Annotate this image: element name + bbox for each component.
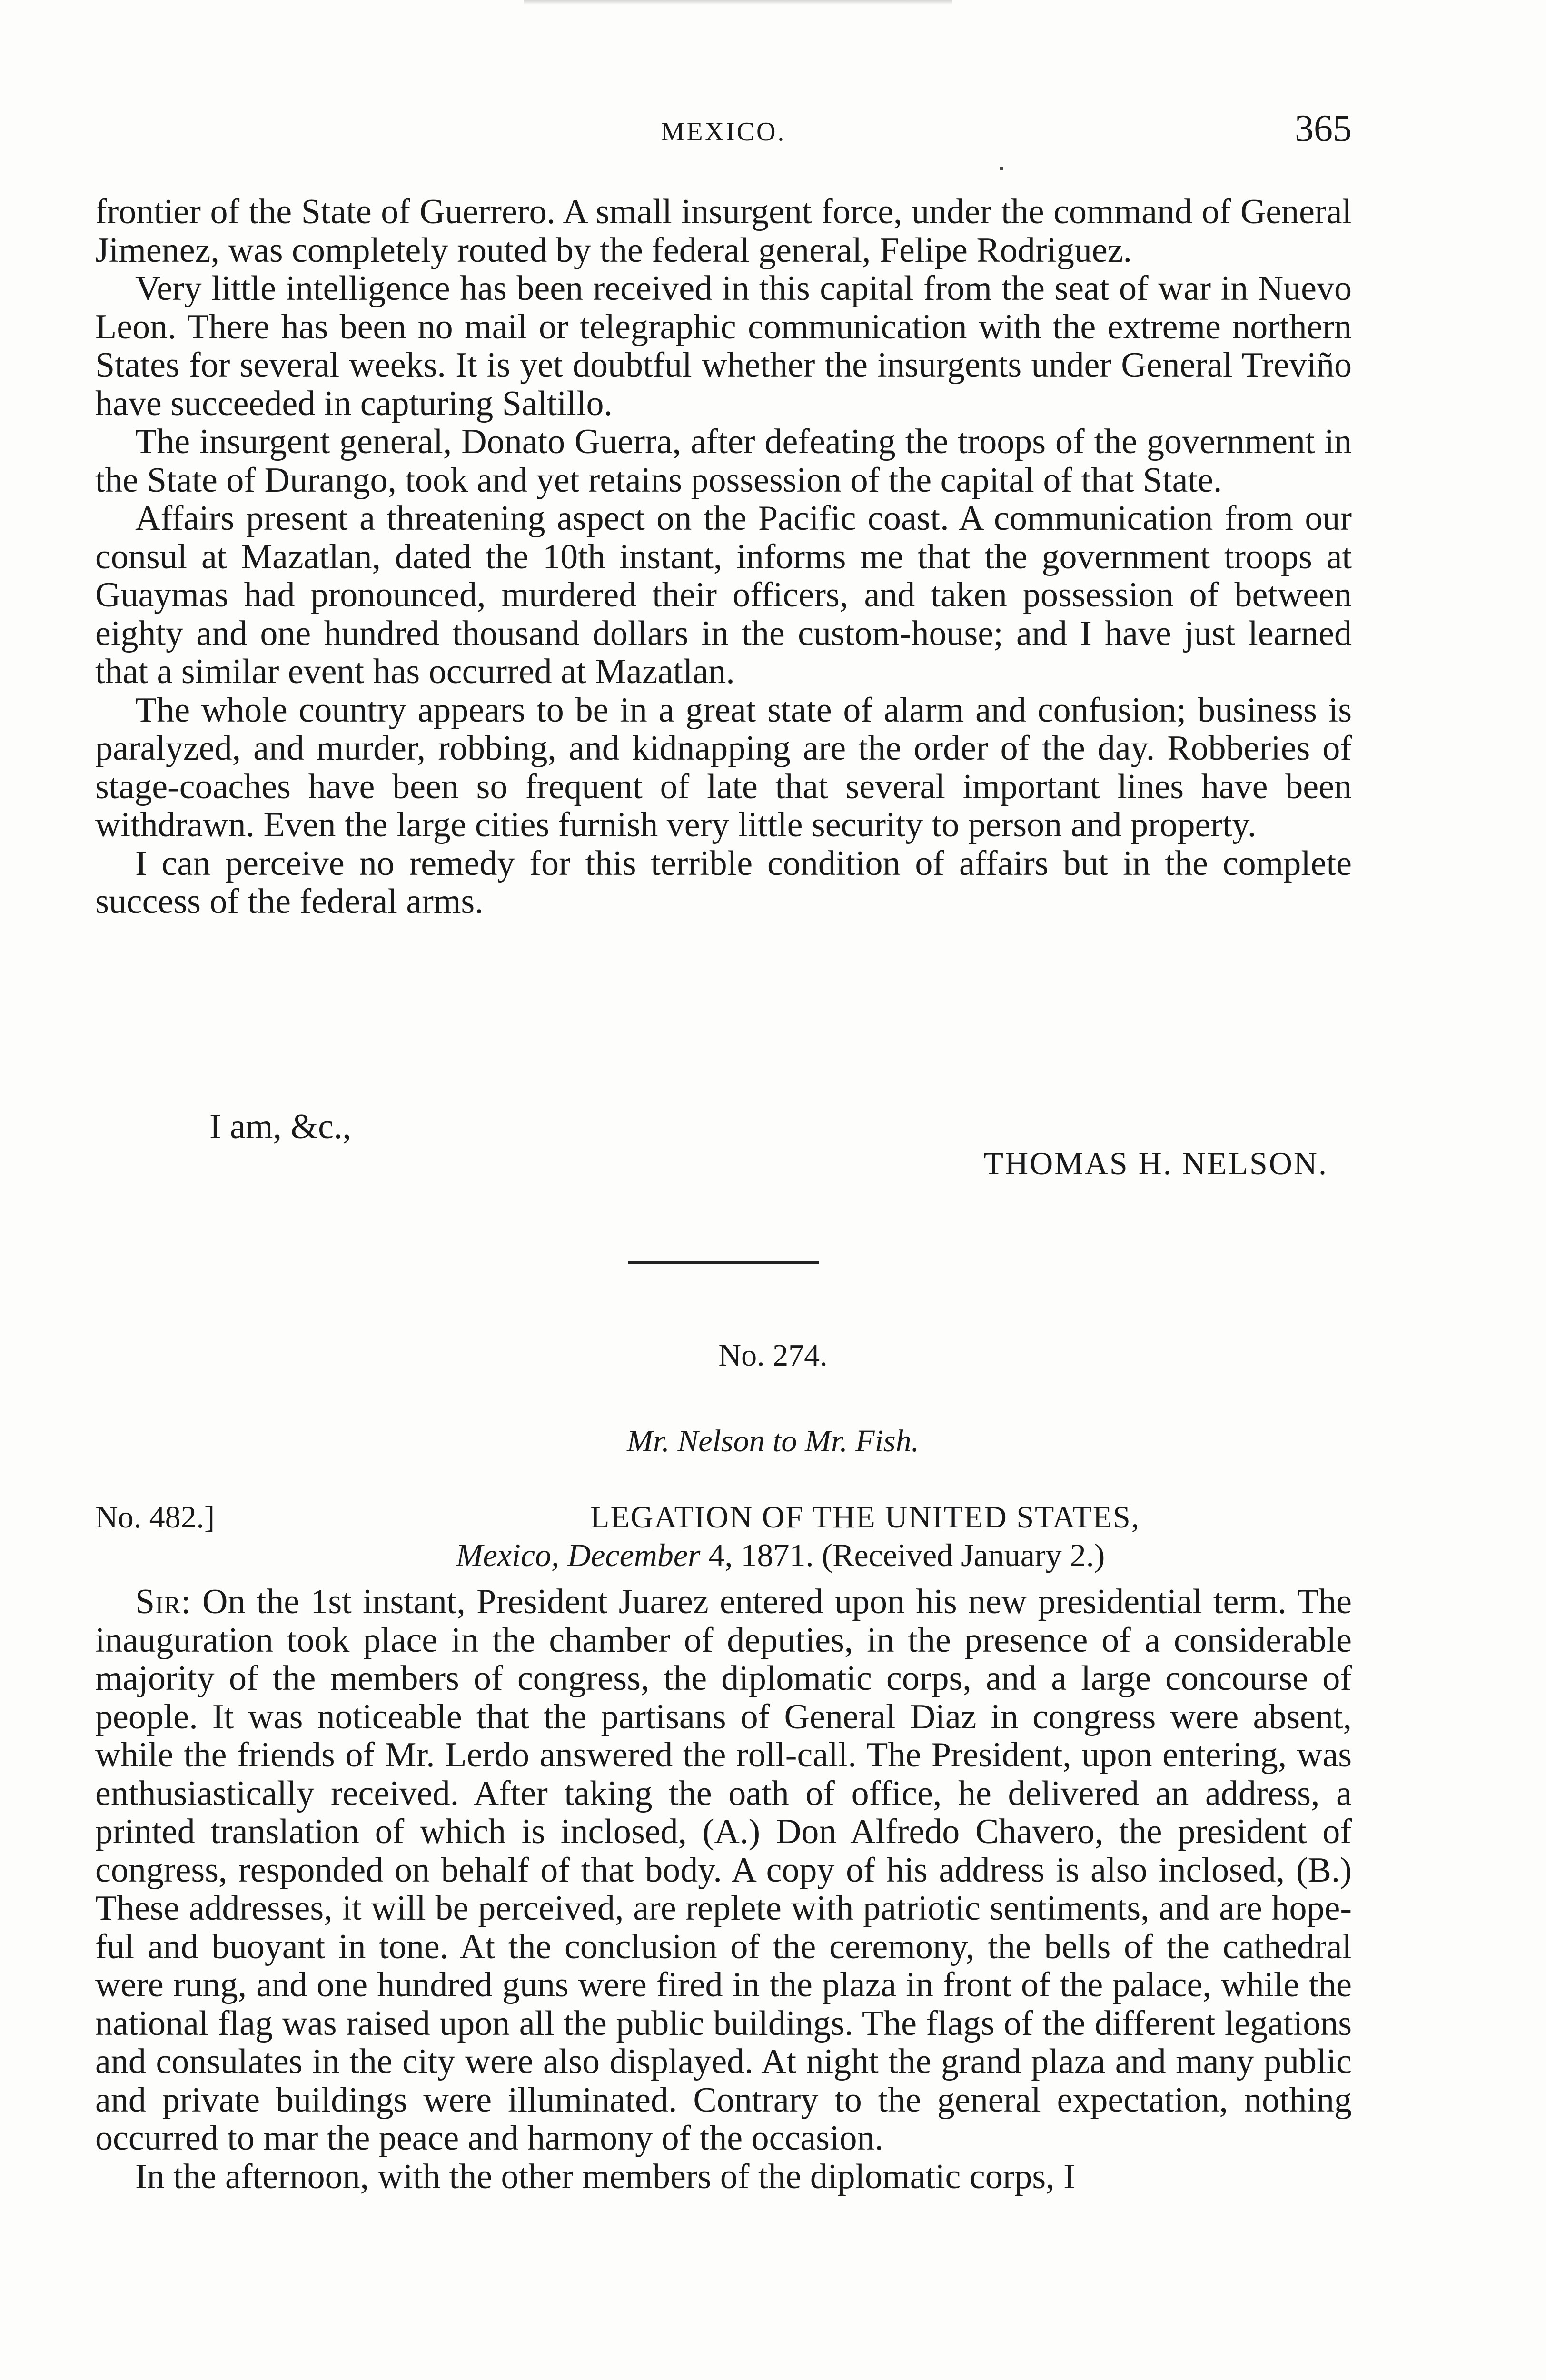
dateline — [456, 1537, 1105, 1574]
paragraph: Very little intelligence has been received in this capital from the seat of war in Nuevo Leon. There has been no mail or telegraphic communication with the extreme northern States for several weeks. It is yet doubtful whether the insurgents under General Treviño have succeeded in capturing Saltillo. — [95, 269, 1352, 423]
ink-speck — [1000, 167, 1003, 170]
paragraph: frontier of the State of Guerrero. A small insurgent force, under the command of General Jimenez, was completely routed by the federal general, Felipe Rodriguez. — [95, 192, 1352, 270]
paragraph: The insurgent general, Donato Guerra, after defeating the troops of the government in the State of Durango, took and yet retains possession of the capital of that State. — [95, 422, 1352, 500]
letter-closing: I am, &c., — [209, 1107, 351, 1146]
letter-body-continued — [95, 193, 1352, 921]
page-number: 365 — [1295, 108, 1352, 149]
dateline-place: Mexico, — [456, 1537, 560, 1573]
signature: THOMAS H. NELSON. — [983, 1145, 1328, 1181]
paragraph: I can perceive no remedy for this terrible condition of affairs but in the complete success of the federal arms. — [95, 843, 1352, 921]
paragraph: The whole country appears to be in a great state of alarm and confusion; business is paralyzed, and murder, robbing, and kidnapping are the order of the day. Robberies of stage-coaches have been so frequent of late that several important lines have been withdrawn. Even the large cities furnish very little security to person and property. — [95, 690, 1352, 844]
legation-heading: LEGATION OF THE UNITED STATES, — [590, 1500, 1140, 1535]
letter-body — [95, 1583, 1352, 2196]
dispatch-number: No. 482.] — [95, 1500, 215, 1535]
dateline-rest: 4, 1871. (Received January 2.) — [708, 1537, 1105, 1573]
page-header — [95, 107, 1352, 159]
paragraph: Affairs present a threatening aspect on the Pacific coast. A communication from our consul at Mazatlan, dated the 10th instant, informs me that the government troops at Guaymas had pronounced, murdered their officers, and taken possession of between eighty and one hundred thousand dollars in the custom-house; and I have just learned that a similar event has occurred at Mazatlan. — [95, 499, 1352, 691]
document-title: Mr. Nelson to Mr. Fish. — [626, 1424, 920, 1458]
section-divider — [628, 1261, 819, 1264]
dateline-month: December — [567, 1537, 701, 1573]
scan-edge-shadow — [524, 0, 952, 5]
paragraph-text: On the 1st instant, President Juarez entered upon his new presidential term. The inauguration took place in the chamber of deputies, in the presence of a considerable majority of the members of congress, the diplomatic corps, and a large concourse of people. It was noticeable that the partisans of General Diaz in congress were absent, while the friends of Mr. Lerdo answered the roll-call. The President, upon entering, was enthusiastically received. After taking the oath of office, he delivered an address, a printed translation of which is inclosed, (A.) Don Alfredo Chavero, the president of congress, responded on behalf of that body. A copy of his address is also inclosed, (B.) These addresses, it will be perceived, are replete with patriotic sentiments, and are hopeful and buoyant in tone. At the conclusion of the ceremony, the bells of the cathedral were rung, and one hundred guns were fired in the plaza in front of the palace, while the national flag was raised upon all the public buildings. The flags of the different legations and consulates in the city were also displayed. At night the grand plaza and many public and private buildings were illuminated. Contrary to the general expectation, nothing occurred to mar the peace and harmony of the occasion. — [95, 1582, 1352, 2158]
salutation: Sir: — [135, 1582, 191, 1621]
running-head: MEXICO. — [661, 117, 786, 147]
paragraph: In the afternoon, with the other members of the diplomatic corps, I — [135, 2157, 1075, 2196]
document-number: No. 274. — [718, 1338, 828, 1373]
paragraph — [95, 1583, 1352, 2158]
